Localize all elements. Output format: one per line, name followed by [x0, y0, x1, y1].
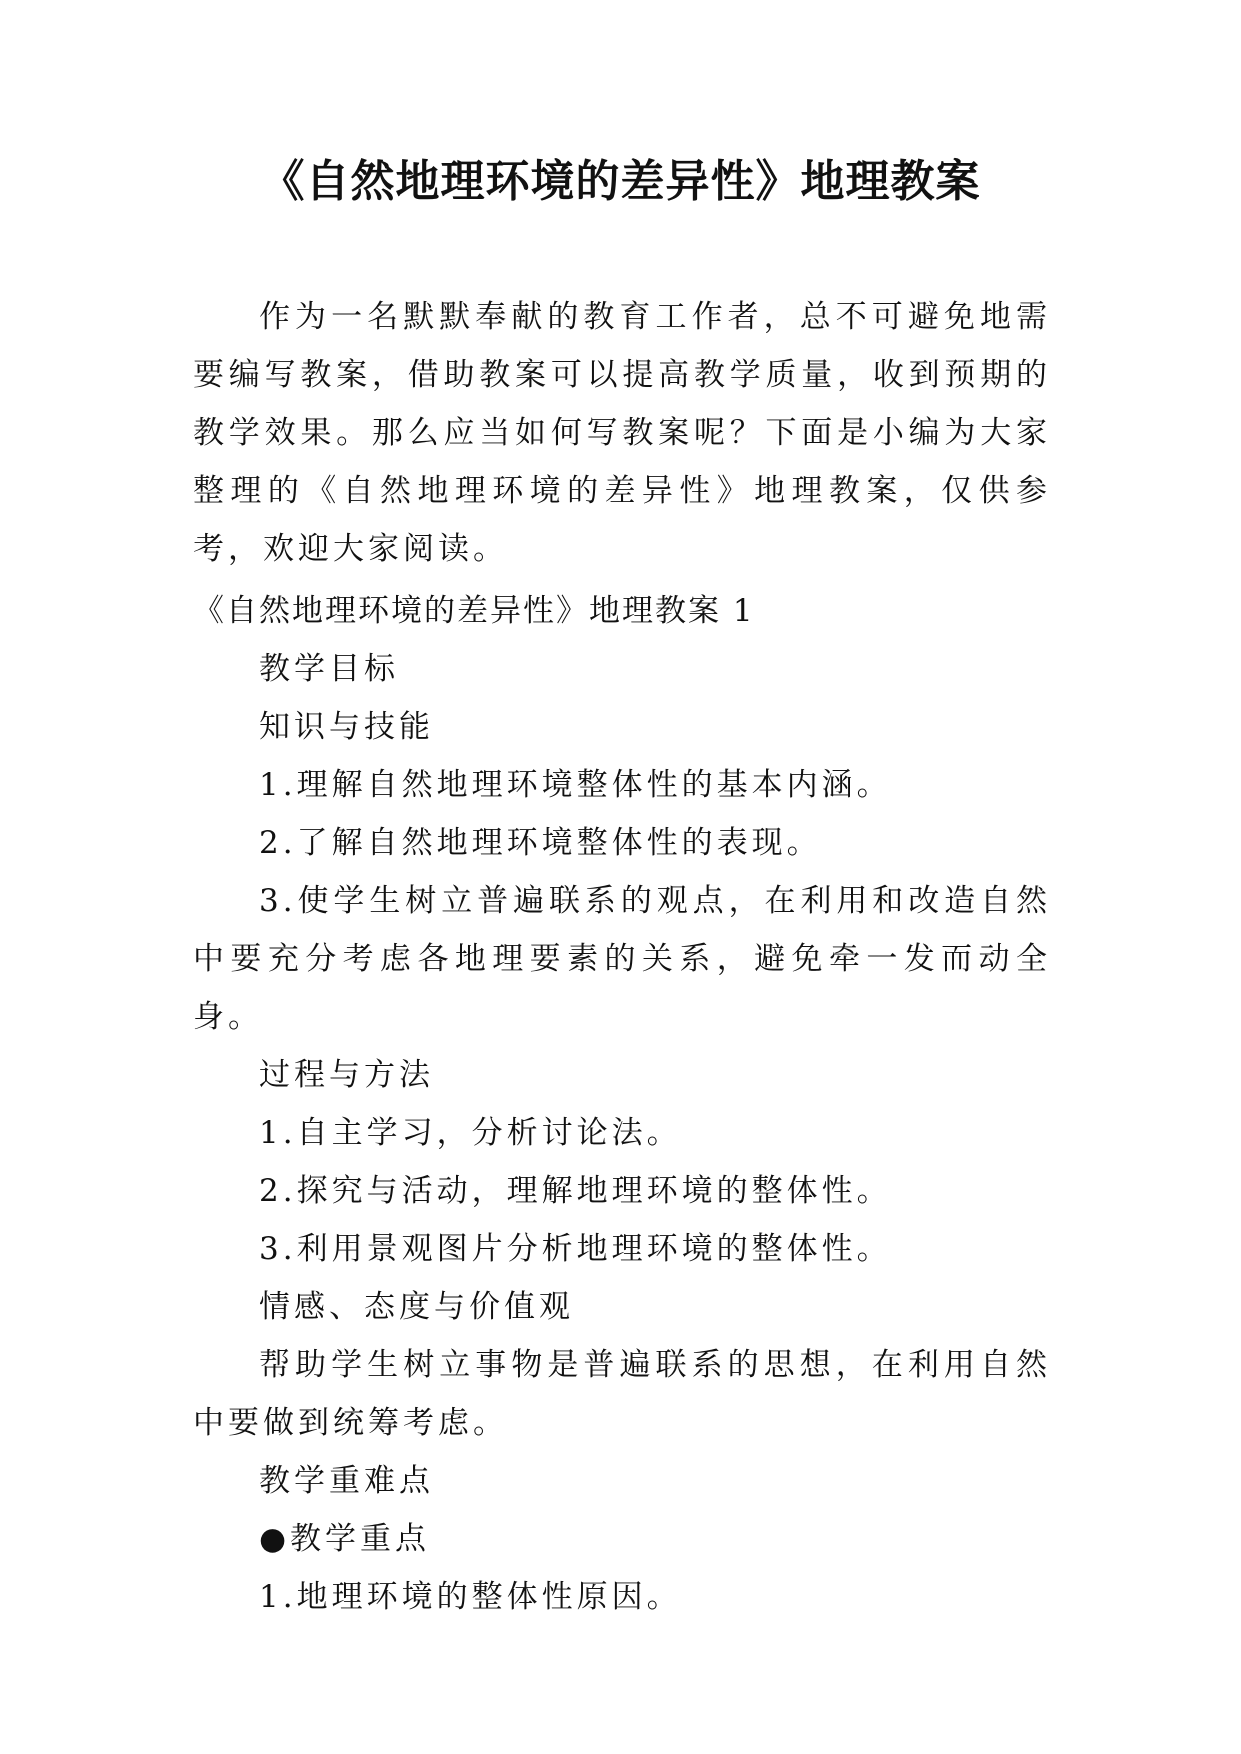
paragraph-item: 帮助学生树立事物是普遍联系的思想，在利用自然中要做到统筹考虑。 [193, 1347, 1051, 1441]
paragraph-item: 1.地理环境的整体性原因。 [259, 1579, 682, 1615]
paragraph-emotions-values: 情感、态度与价值观 [259, 1289, 574, 1325]
paragraph-item: 1.自主学习，分析讨论法。 [259, 1115, 682, 1151]
paragraph-item: 2.了解自然地理环境整体性的表现。 [259, 825, 822, 861]
paragraph-process-methods: 过程与方法 [259, 1057, 434, 1093]
paragraph-knowledge-skills: 知识与技能 [259, 709, 434, 745]
paragraph-teaching-focus: ●教学重点 [259, 1521, 431, 1557]
document-title: 《自然地理环境的差异性》地理教案 [260, 156, 981, 207]
body-content [193, 640, 1051, 1626]
paragraph-key-difficulties: 教学重难点 [259, 1463, 434, 1499]
paragraph-item: 2.探究与活动，理解地理环境的整体性。 [259, 1173, 892, 1209]
paragraph-item: 1.理解自然地理环境整体性的基本内涵。 [259, 767, 892, 803]
paragraph-item: 3.利用景观图片分析地理环境的整体性。 [259, 1231, 892, 1267]
paragraph-teaching-goals: 教学目标 [259, 651, 399, 687]
section-heading: 《自然地理环境的差异性》地理教案 1 [193, 593, 755, 629]
intro-paragraph: 作为一名默默奉献的教育工作者，总不可避免地需要编写教案，借助教案可以提高教学质量，收到预期的教学效果。那么应当如何写教案呢？下面是小编为大家整理的《自然地理环境的差异性》地理教案，仅供参考，欢迎大家阅读。 [193, 299, 1051, 567]
paragraph-item: 3.使学生树立普遍联系的观点，在利用和改造自然中要充分考虑各地理要素的关系，避免牵一发而动全身。 [193, 883, 1051, 1035]
